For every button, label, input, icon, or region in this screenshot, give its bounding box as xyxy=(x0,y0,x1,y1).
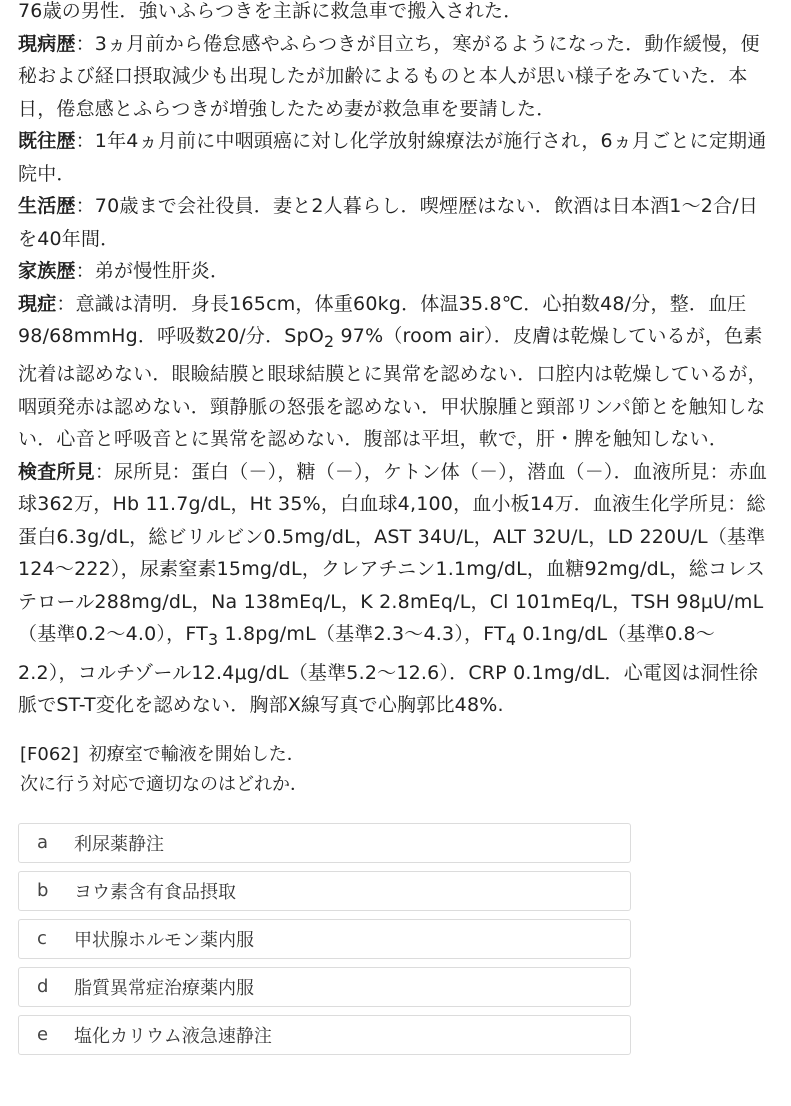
choice-letter: e xyxy=(37,1024,49,1046)
present-illness xyxy=(18,28,773,126)
past-history-text: ：1年4ヵ月前に中咽頭癌に対し化学放射線療法が施行され，6ヵ月ごとに定期通院中． xyxy=(18,130,767,185)
exam-label: 検査所見 xyxy=(18,460,95,483)
ft3-subscript: 3 xyxy=(207,630,219,650)
choice-text: 塩化カリウム液急速静注 xyxy=(74,1025,272,1047)
question-line-2: 次に行う対応で適切なのはどれか． xyxy=(20,773,308,795)
present-status-label: 現症 xyxy=(18,292,57,315)
question-text-1: 初療室で輸液を開始した． xyxy=(88,743,305,765)
ft4-subscript: 4 xyxy=(505,630,517,650)
present-illness-text: ：3ヵ月前から倦怠感やふらつきが目立ち，寒がるようになった．動作緩慢，便秘および経口摂取減少も出現したが加齢によるものと本人が思い様子をみていた．本日，倦怠感とふらつきが増強したため妻が救急車を要請した． xyxy=(18,32,760,120)
case-text xyxy=(18,0,773,722)
exam-text-c: 0.1ng/dL（基準0.8～2.2），コルチゾール12.4μg/dL（基準5.2～12.6）．CRP 0.1mg/dL．心電図は洞性徐脈でST-T変化を認めない．胸部X線写真で心胸郭比48%. xyxy=(18,623,759,717)
choice-text: 甲状腺ホルモン薬内服 xyxy=(74,929,254,951)
choice-letter: d xyxy=(37,976,49,998)
life-history-label: 生活歴 xyxy=(18,195,76,217)
choice-a[interactable] xyxy=(18,823,631,863)
choice-text: 脂質異常症治療薬内服 xyxy=(74,977,254,999)
past-history-label: 既往歴 xyxy=(18,130,76,152)
past-history xyxy=(18,125,773,190)
question xyxy=(18,740,773,800)
choice-e[interactable] xyxy=(18,1015,631,1055)
question-line-1 xyxy=(20,740,773,770)
exam-text-a: ：尿所見：蛋白（－），糖（－），ケトン体（－），潜血（－）．血液所見：赤血球362万，Hb 11.7g/dL，Ht 35%，白血球4,100，血小板14万．血液生化学所見：総蛋白6.3g/dL，総ビリルビン0.5mg/dL，AST 34U/L，ALT 32U/L，LD 220U/L（基準124～222），尿素窒素15mg/dL，クレアチニン1.1mg/dL，血糖92mg/dL，総コレステロール288mg/dL，Na 138mEq/L，K 2.8mEq/L，Cl 101mEq/L，TSH 98μU/mL（基準0.2～4.0），FT xyxy=(18,460,768,646)
present-status xyxy=(18,288,773,456)
choice-text: ヨウ素含有食品摂取 xyxy=(74,881,236,903)
choice-list xyxy=(18,823,631,1055)
exam-text-b: 1.8pg/mL（基準2.3～4.3），FT xyxy=(218,623,506,646)
life-history xyxy=(18,190,773,255)
choice-d[interactable] xyxy=(18,967,631,1007)
family-history xyxy=(18,255,773,288)
spo2-subscript: 2 xyxy=(323,331,335,351)
present-status-text-b: 97%（room air）．皮膚は乾燥しているが，色素沈着は認めない．眼瞼結膜と眼球結膜とに異常を認めない．口腔内は乾燥しているが，咽頭発赤は認めない．頸静脈の怒張を認めない．甲状腺腫と頸部リンパ節とを触知しない．心音と呼吸音とに異常を認めない．腹部は平坦，軟で，肝・脾を触知しない． xyxy=(18,325,767,451)
present-status-text-a: ：意識は清明．身長165cm，体重60kg．体温35.8℃．心拍数48/分，整．血圧98/68mmHg．呼吸数20/分．SpO xyxy=(18,292,747,347)
choice-text: 利尿薬静注 xyxy=(74,833,164,855)
life-history-text: ：70歳まで会社役員．妻と2人暮らし．喫煙歴はない．飲酒は日本酒1～2合/日を40年間． xyxy=(18,195,759,250)
family-history-label: 家族歴 xyxy=(18,260,76,282)
choice-letter: a xyxy=(37,832,49,854)
exam-findings xyxy=(18,456,773,722)
choice-b[interactable] xyxy=(18,871,631,911)
question-id: [F062] xyxy=(20,743,79,765)
case-intro: 76歳の男性．強いふらつきを主訴に救急車で搬入された． xyxy=(18,0,523,22)
choice-letter: c xyxy=(37,928,47,950)
choice-c[interactable] xyxy=(18,919,631,959)
family-history-text: ：弟が慢性肝炎． xyxy=(75,260,230,282)
choice-letter: b xyxy=(37,880,49,902)
present-illness-label: 現病歴 xyxy=(18,32,76,55)
